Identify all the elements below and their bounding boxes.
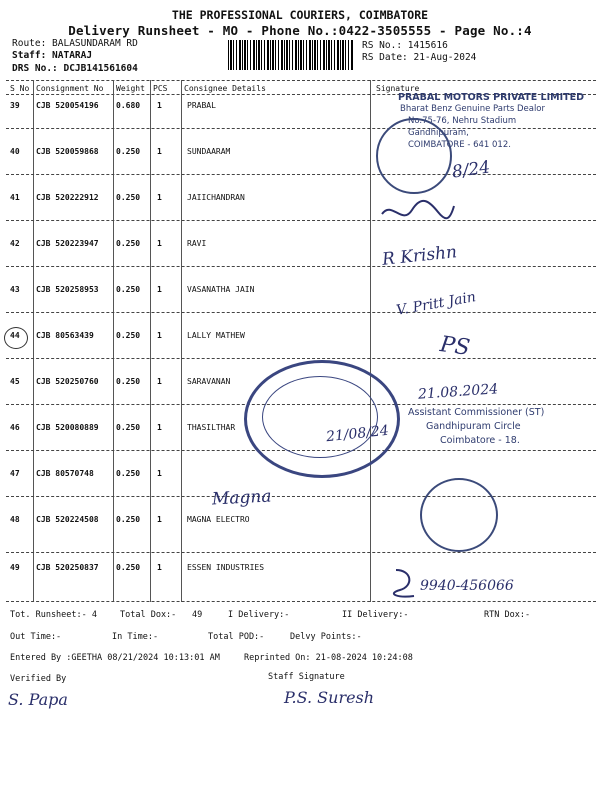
row-consignee: SARAVANAN (187, 377, 231, 386)
row-sno: 46 (10, 423, 20, 432)
row-pcs: 1 (157, 147, 162, 156)
magna-signature: Magna (211, 486, 272, 510)
delvy-points: Delvy Points:- (290, 632, 362, 642)
out-time: Out Time:- (10, 632, 62, 642)
row-rule (6, 266, 596, 267)
route-label: Route: BALASUNDARAM RD (12, 38, 138, 49)
staff-signature-label: Staff Signature (268, 672, 345, 682)
row-weight: 0.250 (116, 423, 141, 432)
ravi-signature: R Krishn (381, 242, 458, 270)
row-pcs: 1 (157, 515, 162, 524)
row-consignment: CJB 80570748 (36, 469, 94, 478)
essen-phone: 9940-456066 (420, 578, 514, 594)
total-pod: Total POD:- (208, 632, 265, 642)
row-weight: 0.250 (116, 469, 141, 478)
row-sno: 48 (10, 515, 20, 524)
row-consignment: CJB 80563439 (36, 331, 94, 340)
rs-date: RS Date: 21-Aug-2024 (362, 52, 477, 63)
row-consignee: ESSEN INDUSTRIES (187, 563, 265, 572)
row-consignment: CJB 520258953 (36, 285, 99, 294)
ii-delivery: II Delivery:- (342, 610, 409, 620)
company-title: THE PROFESSIONAL COURIERS, COIMBATORE (171, 8, 429, 22)
asst-stamp-line3: Coimbatore - 18. (440, 435, 520, 446)
row-pcs: 1 (157, 469, 162, 478)
prabal-sig-date: 8/24 (450, 157, 492, 183)
thasil-date: 21/08/24 (325, 422, 390, 446)
row-rule (6, 128, 596, 129)
col-divider (33, 80, 34, 602)
row-rule (6, 174, 596, 175)
row-consignment: CJB 520222912 (36, 193, 99, 202)
row-rule (6, 496, 596, 497)
prabal-stamp-line1: PRABAL MOTORS PRIVATE LIMITED (398, 92, 584, 103)
row-consignee: LALLY MATHEW (187, 331, 245, 340)
row-rule (6, 552, 596, 553)
row-pcs: 1 (157, 285, 162, 294)
row-pcs: 1 (157, 193, 162, 202)
row-pcs: 1 (157, 101, 162, 110)
col-pcs: PCS (153, 84, 168, 93)
row-sno: 45 (10, 377, 20, 386)
row-weight: 0.250 (116, 285, 141, 294)
row-rule (6, 220, 596, 221)
col-divider (181, 80, 182, 602)
row-rule (6, 358, 596, 359)
row-pcs: 1 (157, 423, 162, 432)
row-consignment: CJB 520223947 (36, 239, 99, 248)
magna-round-seal (420, 478, 498, 552)
row-weight: 0.250 (116, 377, 141, 386)
row-consignment: CJB 520059868 (36, 147, 99, 156)
row-weight: 0.250 (116, 147, 141, 156)
row-consignee: PRABAL (187, 101, 216, 110)
row-consignee: JAIICHANDRAN (187, 193, 245, 202)
entered-by: Entered By :GEETHA 08/21/2024 10:13:01 AM (10, 653, 220, 663)
row-weight: 0.680 (116, 101, 141, 110)
prabal-stamp-line2: Bharat Benz Genuine Parts Dealor (400, 104, 545, 114)
row-sno: 42 (10, 239, 20, 248)
row-weight: 0.250 (116, 563, 141, 572)
row-weight: 0.250 (116, 193, 141, 202)
row-consignment: CJB 520224508 (36, 515, 99, 524)
col-consignment: Consignment No (36, 84, 104, 93)
runsheet-subtitle: Delivery Runsheet - MO - Phone No.:0422-3505555 - Page No.:4 (68, 23, 532, 38)
tot-runsheet: Tot. Runsheet:- 4 (10, 610, 97, 620)
staff-label: Staff: NATARAJ (12, 50, 93, 61)
tamil-round-seal-inner (262, 376, 378, 458)
asst-stamp-line2: Gandhipuram Circle (426, 421, 521, 432)
col-divider (113, 80, 114, 602)
row-consignee: THASILTHAR (187, 423, 236, 432)
row-consignment: CJB 520250760 (36, 377, 99, 386)
row-consignee: MAGNA ELECTRO (187, 515, 250, 524)
verified-signature: S. Papa (8, 690, 68, 709)
staff-signature: P.S. Suresh (284, 688, 375, 707)
verified-by: Verified By (10, 674, 67, 684)
row-pcs: 1 (157, 377, 162, 386)
rtn-dox: RTN Dox:- (484, 610, 531, 620)
reprinted-on: Reprinted On: 21-08-2024 10:24:08 (244, 653, 413, 663)
row-weight: 0.250 (116, 515, 141, 524)
row-pcs: 1 (157, 239, 162, 248)
row-consignee: VASANATHA JAIN (187, 285, 255, 294)
row-consignment: CJB 520054196 (36, 101, 99, 110)
total-dox-label: Total Dox:- (120, 610, 177, 620)
row-consignment: CJB 520250837 (36, 563, 99, 572)
prabal-stamp-line5: COIMBATORE - 641 012. (408, 140, 511, 150)
col-sno: S No (10, 84, 30, 93)
essen-scribble (392, 566, 418, 600)
col-divider (150, 80, 151, 602)
row-consignment: CJB 520080889 (36, 423, 99, 432)
col-divider (370, 80, 371, 602)
saravanan-date: 21.08.2024 (417, 381, 499, 403)
rs-number: RS No.: 1415616 (362, 40, 448, 51)
asst-stamp-line1: Assistant Commissioner (ST) (408, 407, 545, 418)
row-sno: 39 (10, 101, 20, 110)
drs-number: DRS No.: DCJB141561604 (12, 63, 138, 74)
col-weight: Weight (116, 84, 145, 93)
row-weight: 0.250 (116, 239, 141, 248)
prabal-stamp-line3: No.75-76, Nehru Stadium (408, 116, 517, 126)
lally-signature: PS (438, 332, 472, 361)
row-weight: 0.250 (116, 331, 141, 340)
in-time: In Time:- (112, 632, 159, 642)
table-top-rule (6, 80, 596, 81)
row-sno: 47 (10, 469, 20, 478)
i-delivery: I Delivery:- (228, 610, 290, 620)
row-sno: 43 (10, 285, 20, 294)
prabal-round-seal (376, 118, 452, 194)
prabal-stamp-line4: Gandhipuram, (408, 128, 469, 138)
signature-scribble (378, 196, 458, 226)
row-sno: 41 (10, 193, 20, 202)
row-sno: 40 (10, 147, 20, 156)
row-pcs: 1 (157, 563, 162, 572)
row-consignee: SUNDAARAM (187, 147, 231, 156)
row-consignee: RAVI (187, 239, 207, 248)
row-sno: 44 (10, 331, 20, 340)
barcode (228, 40, 354, 70)
row-pcs: 1 (157, 331, 162, 340)
vasanatha-signature: V. Pritt Jain (395, 289, 478, 319)
row-rule (6, 312, 596, 313)
row-sno: 49 (10, 563, 20, 572)
col-signature: Signature (376, 84, 420, 93)
col-consignee: Consignee Details (184, 84, 266, 93)
total-dox-value: 49 (192, 610, 203, 620)
table-bottom-rule (6, 601, 596, 602)
